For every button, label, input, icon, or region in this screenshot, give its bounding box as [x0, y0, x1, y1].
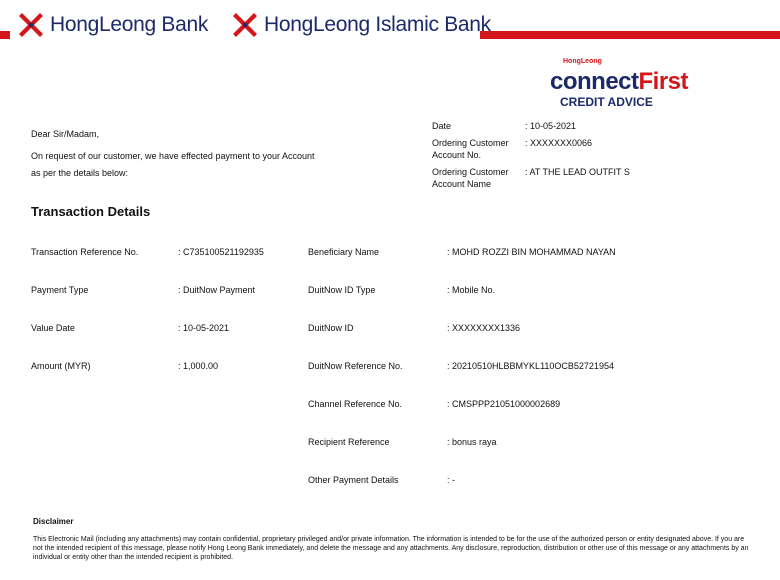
detail-value: : 10-05-2021 [178, 323, 230, 333]
detail-label: Value Date [31, 323, 75, 333]
ordering-account-value: : XXXXXXX0066 [525, 138, 593, 148]
greeting: Dear Sir/Madam, [31, 129, 100, 139]
connectfirst-wordmark [550, 68, 688, 96]
detail-label: Amount (MYR) [31, 361, 91, 371]
detail-label: Other Payment Details [308, 475, 399, 485]
detail-label: DuitNow Reference No. [308, 361, 403, 371]
detail-value: : - [447, 475, 455, 485]
detail-label: Recipient Reference [308, 437, 390, 447]
detail-value: : Mobile No. [447, 285, 496, 295]
disclaimer-body: This Electronic Mail (including any attachments) may contain confidential, proprietary privileged and/or private information. The information is intended to be for the use of the authorized person or entity designated above. If you are not the intended recipient of this message, please notify Hong Leong Bank immediately, and delete the message and any attachments. Any disclosure, reproduction, distribution or other use of this message or any attachments by an individual or entity other than the intended recipient is prohibited. [33, 536, 749, 561]
connectfirst-word-connect: connect [550, 68, 639, 95]
bank-header [0, 0, 780, 54]
connectfirst-word-first: First [638, 68, 689, 95]
hong-leong-emblem-icon [16, 10, 46, 40]
hong-leong-islamic-bank-logo [224, 0, 491, 50]
ordering-name-label-2: Account Name [432, 179, 492, 189]
ordering-account-label-1: Ordering Customer [432, 138, 509, 148]
detail-value: : MOHD ROZZI BIN MOHAMMAD NAYAN [447, 247, 616, 257]
hong-leong-bank-logo [10, 0, 226, 50]
hong-leong-islamic-emblem-icon [230, 10, 260, 40]
detail-label: Beneficiary Name [308, 247, 380, 257]
detail-label: DuitNow ID Type [308, 285, 376, 295]
transaction-details-title: Transaction Details [31, 204, 151, 219]
ordering-name-value: : AT THE LEAD OUTFIT S [525, 167, 630, 177]
letter-line-1: On request of our customer, we have effected payment to your Account [31, 151, 315, 161]
date-value: : 10-05-2021 [525, 121, 577, 131]
detail-value: : CMSPPP21051000002689 [447, 399, 561, 409]
detail-label: Payment Type [31, 285, 89, 295]
ordering-name-label-1: Ordering Customer [432, 167, 509, 177]
detail-label: Transaction Reference No. [31, 247, 139, 257]
document-type-title: CREDIT ADVICE [560, 95, 653, 109]
ordering-account-label-2: Account No. [432, 150, 482, 160]
disclaimer-title: Disclaimer [33, 517, 74, 526]
detail-value: : XXXXXXXX1336 [447, 323, 521, 333]
detail-value: : 1,000.00 [178, 361, 219, 371]
islamic-bank-name: HongLeong Islamic Bank [264, 13, 491, 36]
connectfirst-small-label: HongLeong [563, 58, 602, 65]
date-label: Date [432, 121, 452, 131]
letter-line-2: as per the details below: [31, 168, 129, 178]
detail-value: : 20210510HLBBMYKL110OCB52721954 [447, 361, 614, 371]
detail-label: Channel Reference No. [308, 399, 403, 409]
detail-label: DuitNow ID [308, 323, 354, 333]
bank-name: HongLeong Bank [50, 13, 209, 36]
detail-value: : DuitNow Payment [178, 285, 256, 295]
detail-value: : bonus raya [447, 437, 497, 447]
detail-value: : C735100521192935 [178, 247, 264, 257]
